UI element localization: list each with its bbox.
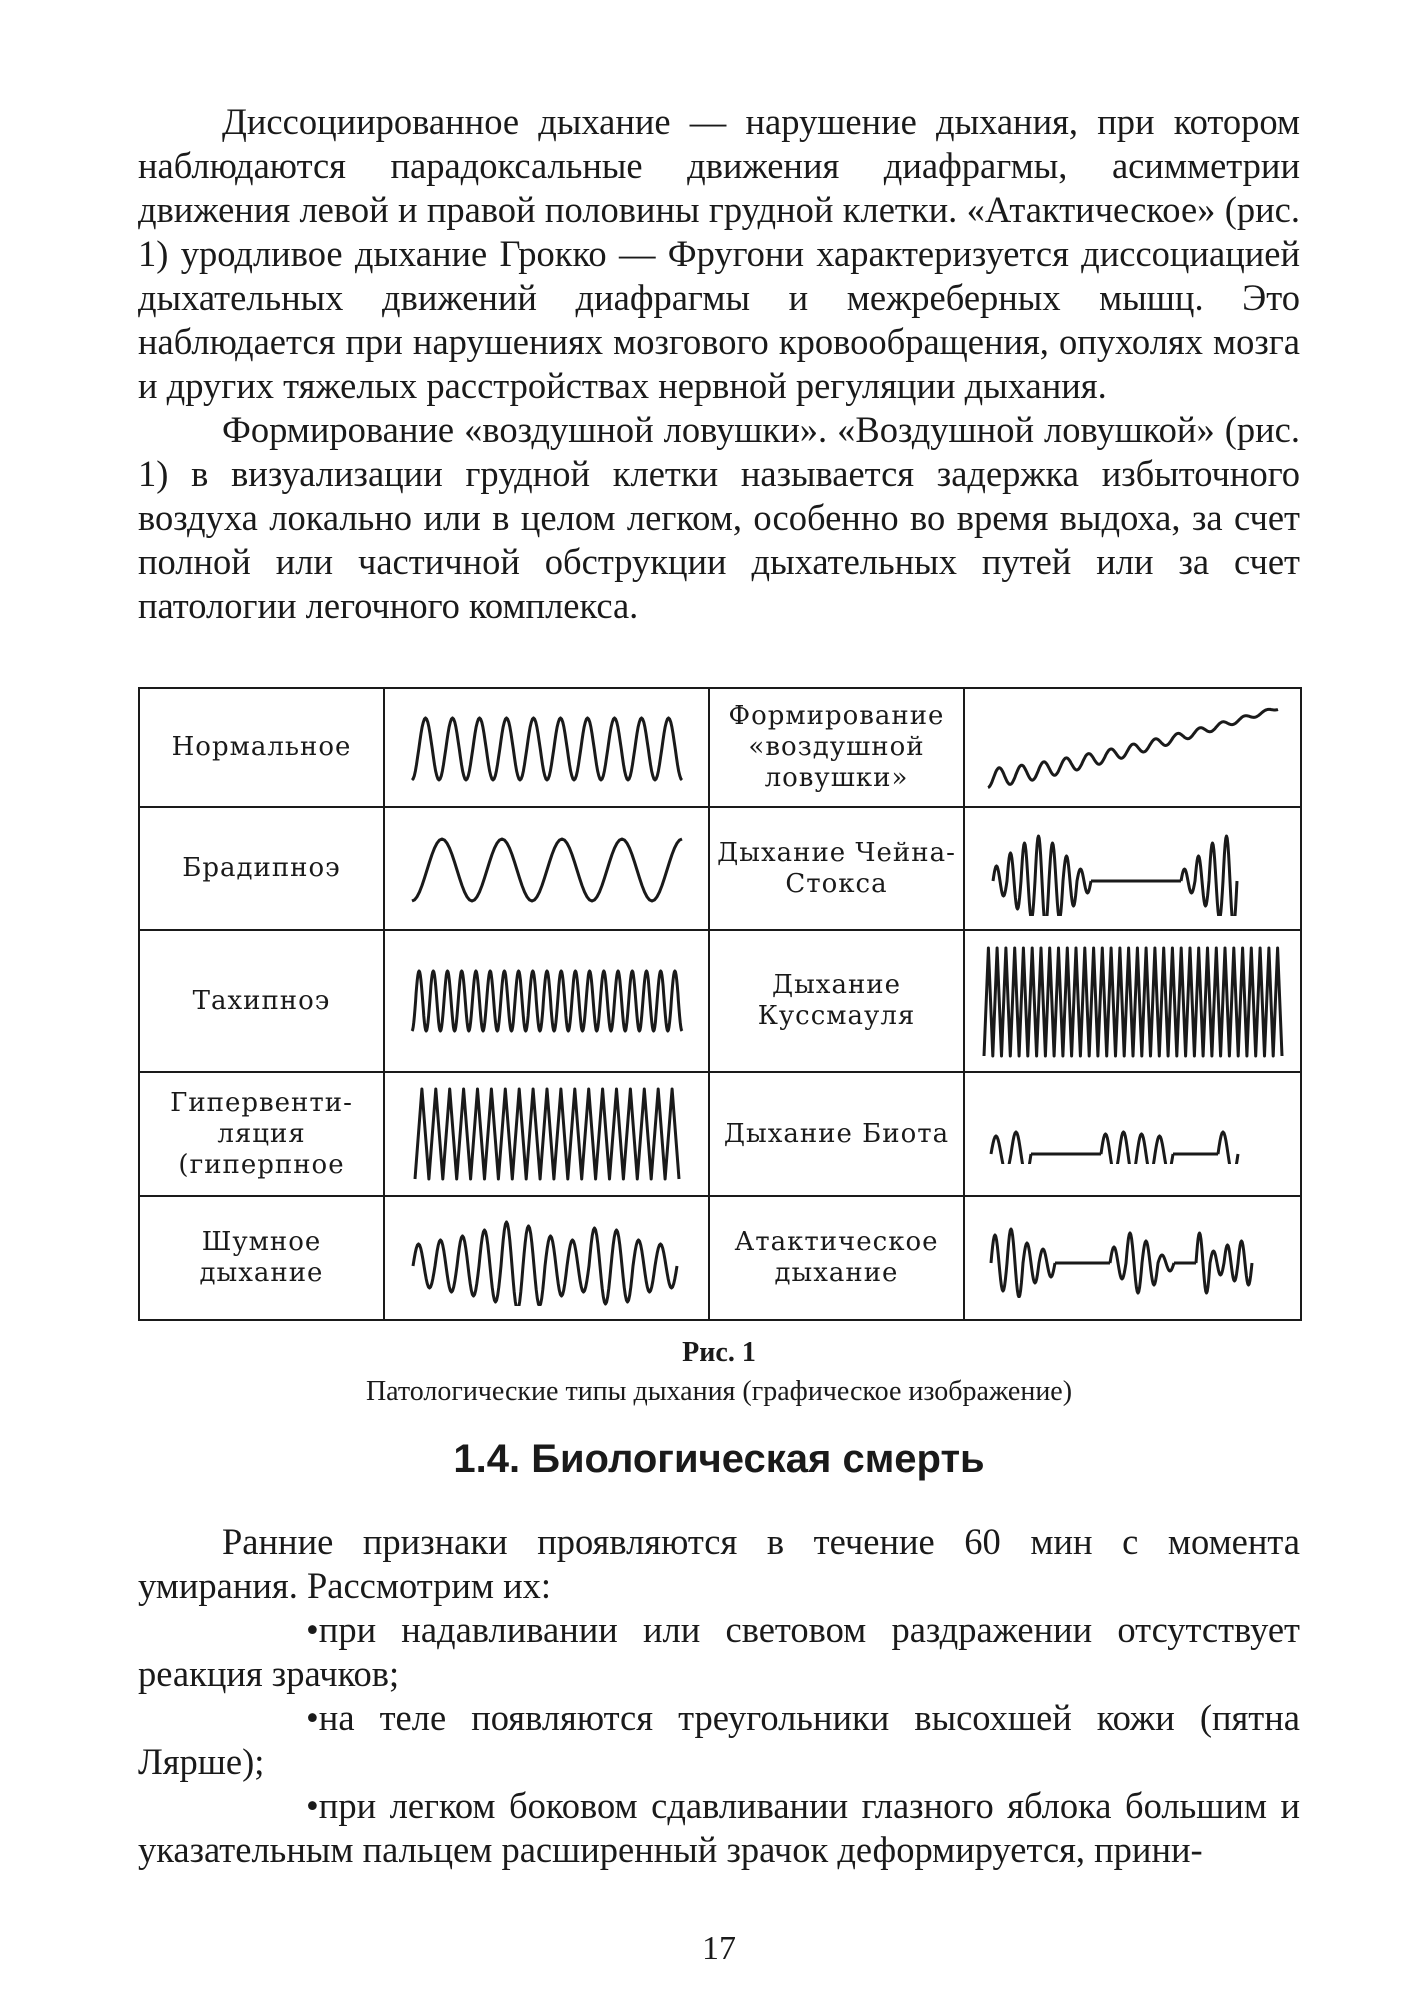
bullet-icon: •: [306, 1609, 319, 1650]
page-number: 17: [702, 1930, 736, 1967]
wave-air-trap: [983, 700, 1283, 795]
bullet-item: [138, 1696, 1300, 1784]
section-body: [138, 1520, 1300, 1872]
label-tachypnea: Тахипноэ: [139, 930, 384, 1072]
figure-caption: Патологические типы дыхания (графическое изображение): [365, 1376, 1073, 1407]
bullet-text: на теле появляются треугольники высохшей кожи (пятна Лярше);: [138, 1697, 1300, 1782]
figure-number: Рис. 1: [682, 1337, 756, 1368]
waveform-trace: [988, 709, 1278, 787]
label-bradypnea: Брадипноэ: [139, 807, 384, 930]
bullet-text: при легком боковом сдавливании глазного яблока большим и указательным пальцем расширенный зрачок деформируется, прини-: [138, 1785, 1300, 1870]
section-heading: 1.4. Биологическая смерть: [453, 1437, 985, 1481]
paragraph-air-trap: Формирование «воздушной ловушки». «Воздушной ловушкой» (рис. 1) в визуализации грудной клетки называется задержка избыточного воздуха локально или в целом легком, особенно во время выдоха, за счет полной или частичной обструкции дыхательных путей или за счет патологии легочного комплекса.: [138, 409, 1300, 626]
paragraph-early-signs: Ранние признаки проявляются в течение 60 мин с момента умирания. Рассмотрим их:: [138, 1521, 1300, 1606]
wave-hyperventilation: [407, 1084, 687, 1184]
waveform-trace: [993, 836, 1237, 916]
wave-noisy: [407, 1211, 687, 1306]
bullet-item: [138, 1608, 1300, 1696]
waveform-trace: [412, 718, 682, 780]
label-ataxic: Атактическое дыхание: [709, 1196, 964, 1320]
paragraph-dissociated-breathing: Диссоциированное дыхание — нарушение дыхания, при котором наблюдаются парадоксальные движения диафрагмы, асимметрии движения левой и правой половины грудной клетки. «Атактическое» (рис. 1) уродливое дыхание Грокко — Фругони характеризуется диссоциацией дыхательных движений диафрагмы и межреберных мышц. Это наблюдается при нарушениях мозгового кровообращения, опухолях мозга и других тяжелых расстройствах нервной регуляции дыхания.: [138, 101, 1300, 406]
label-kussmaul: Дыхание Куссмауля: [709, 930, 964, 1072]
waveform-trace: [412, 839, 682, 901]
figure-row: [139, 688, 1301, 807]
breathing-types-figure: [138, 687, 1302, 1321]
bullet-icon: •: [306, 1785, 319, 1826]
wave-tachypnea: [407, 961, 687, 1041]
bullet-icon: •: [306, 1697, 319, 1738]
wave-bradypnea: [407, 829, 687, 909]
wave-kussmaul: [978, 944, 1288, 1059]
wave-normal: [407, 708, 687, 788]
label-hyperventilation: Гипервенти- ляция (гиперпное: [139, 1072, 384, 1196]
label-noisy: Шумное дыхание: [139, 1196, 384, 1320]
bullet-item: [138, 1784, 1300, 1872]
waveform-trace: [413, 1222, 677, 1306]
document-page: [138, 100, 1300, 1967]
figure-row: [139, 930, 1301, 1072]
bullet-text: при надавливании или световом раздражении отсутствует реакция зрачков;: [138, 1609, 1300, 1694]
waveform-trace: [984, 948, 1282, 1056]
waveform-trace: [991, 1132, 1238, 1164]
wave-biot: [983, 1104, 1283, 1164]
wave-cheyne-stokes: [983, 821, 1283, 916]
waveform-trace: [415, 1089, 679, 1179]
label-normal: Нормальное: [139, 688, 384, 807]
label-cheyne-stokes: Дыхание Чейна-Стокса: [709, 807, 964, 930]
wave-ataxic: [983, 1218, 1283, 1298]
figure-row: [139, 1196, 1301, 1320]
figure-row: [139, 1072, 1301, 1196]
waveform-trace: [412, 971, 682, 1031]
label-biot: Дыхание Биота: [709, 1072, 964, 1196]
figure-row: [139, 807, 1301, 930]
waveform-trace: [991, 1229, 1252, 1297]
label-air-trap: Формирование «воздушной ловушки»: [709, 688, 964, 807]
